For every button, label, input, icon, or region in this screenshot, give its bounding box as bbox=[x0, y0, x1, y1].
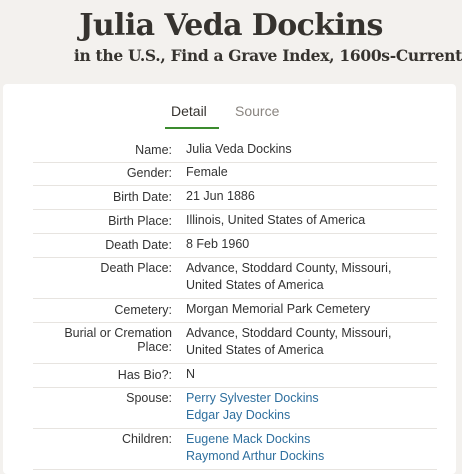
field-value: Illinois, United States of America bbox=[186, 213, 366, 227]
field-row-cemetery bbox=[33, 299, 437, 323]
field-value bbox=[186, 260, 436, 294]
child-link[interactable]: Raymond Arthur Dockins bbox=[186, 449, 325, 463]
page-title: Julia Veda Dockins bbox=[79, 8, 383, 43]
field-value-line: United States of America bbox=[186, 343, 324, 357]
field-label: Birth Date: bbox=[112, 190, 172, 204]
page-header bbox=[0, 0, 462, 80]
field-value: Morgan Memorial Park Cemetery bbox=[186, 302, 371, 316]
field-value-line: United States of America bbox=[186, 278, 324, 292]
field-value: Julia Veda Dockins bbox=[186, 142, 292, 156]
field-label: Spouse: bbox=[126, 391, 172, 405]
field-row-birth-place bbox=[33, 210, 437, 234]
field-label: Burial or Cremation Place: bbox=[64, 326, 172, 354]
field-row-gender bbox=[33, 163, 437, 186]
tab-detail[interactable]: Detail bbox=[171, 103, 207, 119]
field-row-children bbox=[33, 429, 437, 470]
field-label: Name: bbox=[135, 143, 172, 157]
field-row-birth-date bbox=[33, 186, 437, 210]
field-value: 8 Feb 1960 bbox=[186, 237, 250, 251]
spouse-link[interactable]: Perry Sylvester Dockins bbox=[186, 391, 319, 405]
field-label: Cemetery: bbox=[114, 303, 172, 317]
field-value: Female bbox=[186, 165, 228, 179]
field-value-line: Advance, Stoddard County, Missouri, bbox=[186, 261, 392, 275]
spouse-link[interactable]: Edgar Jay Dockins bbox=[186, 408, 291, 422]
field-label: Gender: bbox=[126, 166, 172, 180]
record-card bbox=[3, 84, 456, 474]
field-row-burial-place bbox=[33, 323, 437, 364]
field-row-death-place bbox=[33, 258, 437, 299]
field-label: Birth Place: bbox=[108, 214, 172, 228]
field-label: Children: bbox=[121, 432, 172, 446]
field-value bbox=[186, 390, 436, 424]
field-row-name bbox=[33, 140, 437, 163]
tab-bar bbox=[3, 84, 456, 130]
field-value bbox=[186, 325, 436, 359]
field-value bbox=[186, 431, 436, 465]
field-row-has-bio bbox=[33, 364, 437, 388]
field-value-line: Advance, Stoddard County, Missouri, bbox=[186, 326, 392, 340]
field-value: N bbox=[186, 367, 196, 381]
collection-subtitle: in the U.S., Find a Grave Index, 1600s-Current bbox=[73, 46, 462, 65]
tab-source[interactable]: Source bbox=[235, 103, 280, 119]
field-label: Death Date: bbox=[105, 238, 172, 252]
child-link[interactable]: Eugene Mack Dockins bbox=[186, 432, 311, 446]
field-row-spouse bbox=[33, 388, 437, 429]
field-label: Death Place: bbox=[100, 261, 172, 275]
field-row-death-date bbox=[33, 234, 437, 258]
active-tab-indicator bbox=[165, 127, 219, 129]
field-label: Has Bio?: bbox=[117, 368, 172, 382]
field-value: 21 Jun 1886 bbox=[186, 189, 255, 203]
